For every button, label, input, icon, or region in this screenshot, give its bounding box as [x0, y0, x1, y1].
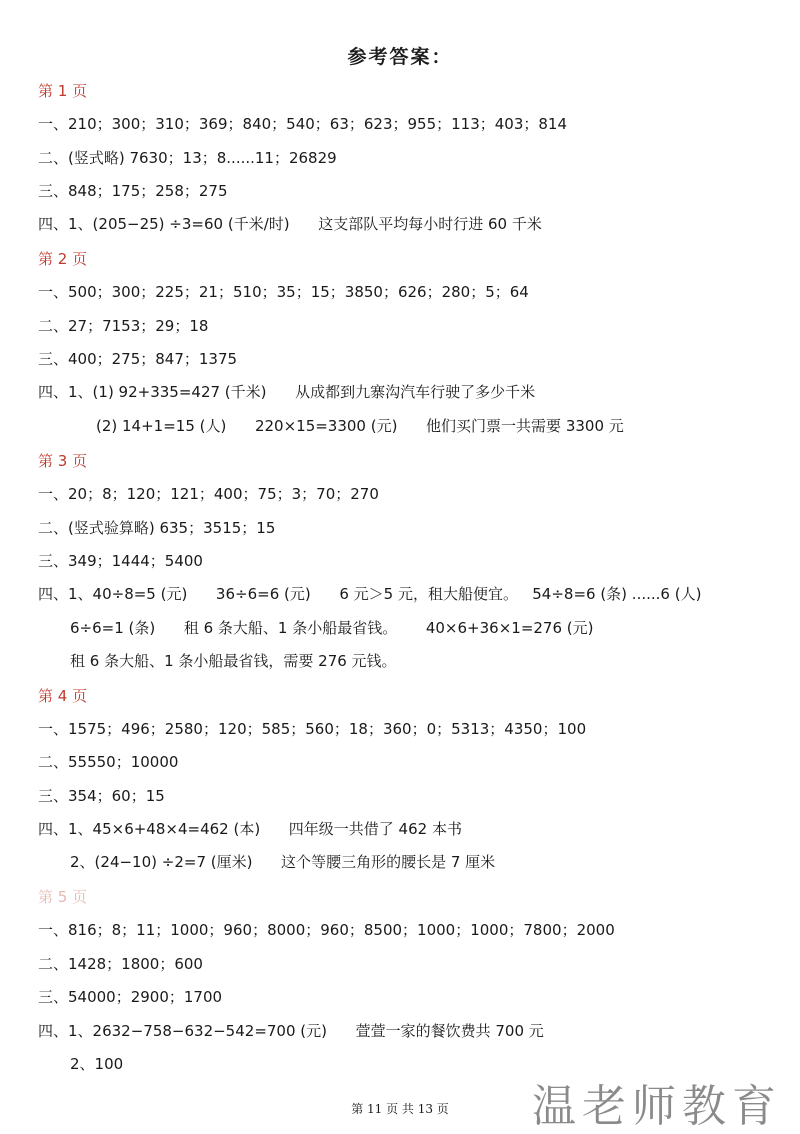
section-head-page-3: 第 3 页: [38, 452, 88, 470]
answer-line: 二、55550；10000: [38, 753, 179, 771]
answer-line: 6÷6=1 (条) 租 6 条大船、1 条小船最省钱。 40×6+36×1=276 (元): [70, 619, 594, 637]
section-head-page-5: 第 5 页: [38, 888, 88, 906]
page-footer: 第 11 页 共 13 页: [351, 1102, 449, 1116]
answer-line: 四、1、(205−25) ÷3=60 (千米/时) 这支部队平均每小时行进 60 千米: [38, 215, 542, 233]
answer-line: 三、848；175；258；275: [38, 182, 228, 200]
answer-line: 一、500；300；225；21；510；35；15；3850；626；280；5；64: [38, 283, 529, 301]
answer-line: 二、(竖式略) 7630；13；8......11；26829: [38, 149, 337, 167]
answer-line: 三、349；1444；5400: [38, 552, 203, 570]
watermark: 温老师教育: [532, 1081, 782, 1132]
section-head-page-2: 第 2 页: [38, 250, 88, 268]
answer-line: 四、1、(1) 92+335=427 (千米) 从成都到九寨沟汽车行驶了多少千米: [38, 383, 536, 401]
answer-line: 三、54000；2900；1700: [38, 988, 223, 1006]
section-head-page-4: 第 4 页: [38, 687, 88, 705]
answer-line: 2、100: [70, 1055, 124, 1073]
answer-line: 四、1、40÷8=5 (元) 36÷6=6 (元) 6 元＞5 元，租大船便宜。 54÷8=6 (条) ......6 (人): [38, 585, 702, 603]
answer-line: 四、1、45×6+48×4=462 (本) 四年级一共借了 462 本书: [38, 820, 462, 838]
answer-line: 三、354；60；15: [38, 787, 165, 805]
answer-line: 一、20；8；120；121；400；75；3；70；270: [38, 485, 379, 503]
page-title: 参考答案：: [347, 46, 453, 68]
answer-line: 四、1、2632−758−632−542=700 (元) 萱萱一家的餐饮费共 700 元: [38, 1022, 544, 1040]
answer-line: 二、(竖式验算略) 635；3515；15: [38, 519, 276, 537]
answer-line: 三、400；275；847；1375: [38, 350, 238, 368]
answer-line: 租 6 条大船、1 条小船最省钱，需要 276 元钱。: [70, 652, 397, 670]
answer-line: 一、1575；496；2580；120；585；560；18；360；0；5313；4350；100: [38, 720, 587, 738]
answer-line: 二、1428；1800；600: [38, 955, 203, 973]
answer-line: 2、(24−10) ÷2=7 (厘米) 这个等腰三角形的腰长是 7 厘米: [70, 853, 496, 871]
answer-line: 一、210；300；310；369；840；540；63；623；955；113；403；814: [38, 115, 568, 133]
section-head-page-1: 第 1 页: [38, 82, 88, 100]
answer-line: (2) 14+1=15 (人) 220×15=3300 (元) 他们买门票一共需要 3300 元: [96, 417, 624, 435]
answer-line: 一、816；8；11；1000；960；8000；960；8500；1000；1000；7800；2000: [38, 921, 615, 939]
answer-line: 二、27；7153；29；18: [38, 317, 209, 335]
